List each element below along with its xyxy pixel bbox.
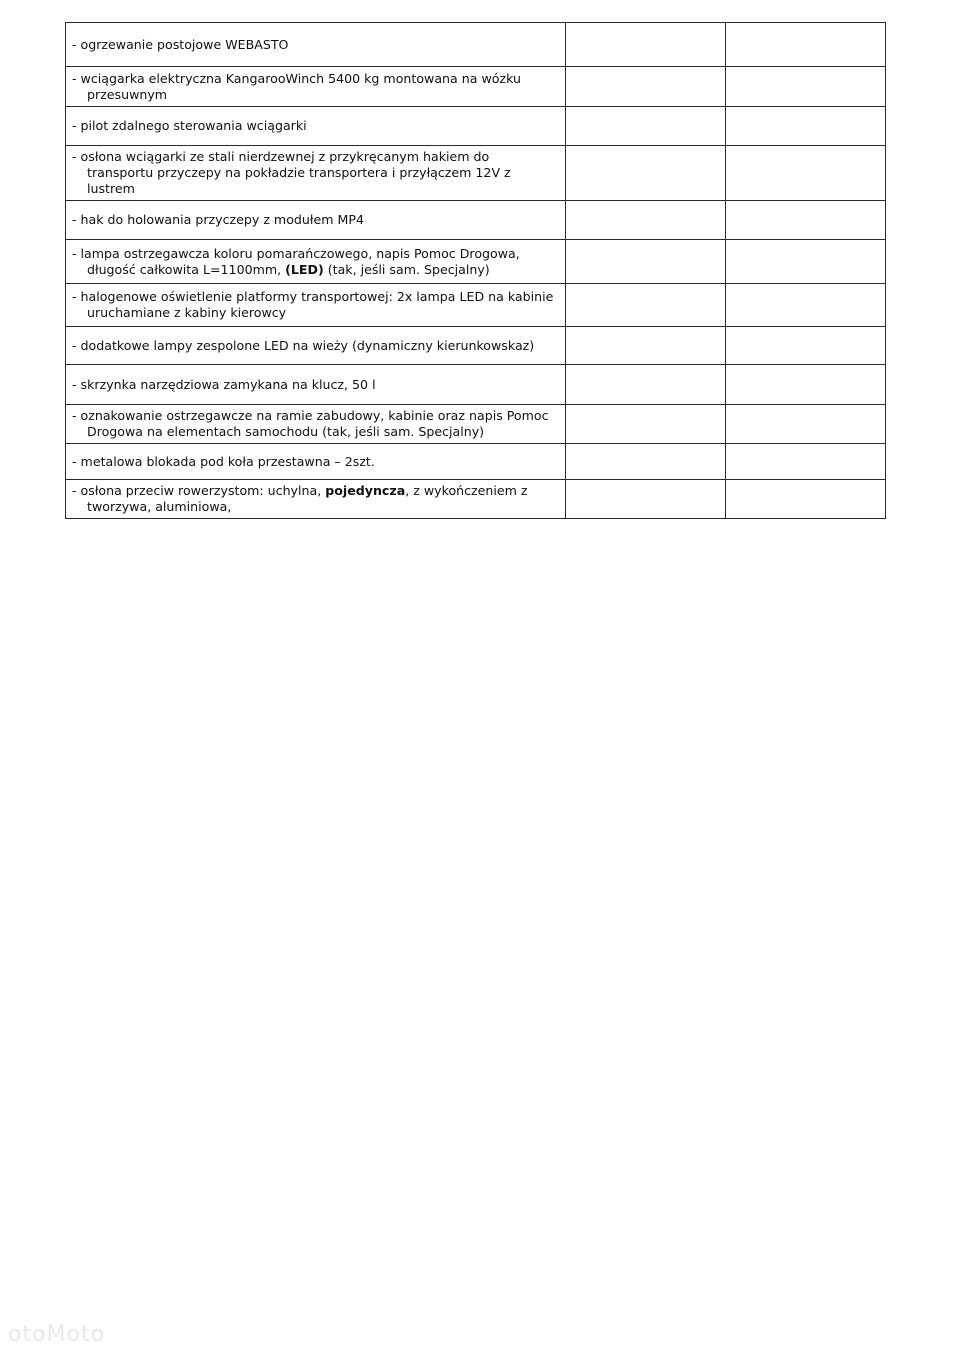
item-description-cell (66, 444, 566, 480)
item-text: - oznakowanie ostrzegawcze na ramie zabudowy, kabinie oraz napis Pomoc Drogowa na elementach samochodu (tak, jeśli sam. Specjalny) (72, 408, 549, 439)
item-text: - dodatkowe lampy zespolone LED na wieży (dynamiczny kierunkowskaz) (72, 337, 535, 353)
item-description (72, 118, 557, 134)
item-description (72, 454, 557, 470)
item-description-cell (66, 201, 566, 240)
empty-cell-b (726, 327, 886, 365)
item-description-cell (66, 67, 566, 107)
item-description (72, 377, 557, 393)
item-description (72, 289, 557, 321)
empty-cell-a (566, 107, 726, 146)
empty-cell-b (726, 444, 886, 480)
item-text: , z wykończeniem z tworzywa, aluminiowa, (87, 483, 528, 514)
empty-cell-a (566, 444, 726, 480)
item-description-cell (66, 480, 566, 519)
empty-cell-b (726, 201, 886, 240)
item-description-cell (66, 23, 566, 67)
empty-cell-b (726, 365, 886, 405)
item-description (72, 408, 557, 440)
item-description (72, 338, 557, 354)
item-text: - hak do holowania przyczepy z modułem MP4 (72, 212, 364, 227)
table-row (66, 365, 886, 405)
item-text: (tak, jeśli sam. Specjalny) (323, 261, 490, 277)
empty-cell-a (566, 365, 726, 405)
item-description (72, 212, 557, 228)
item-text: - lampa ostrzegawcza koloru pomarańczowego, napis Pomoc Drogowa, długość całkowita L=1100mm, (72, 245, 520, 277)
watermark-logo: otoMoto (8, 1322, 106, 1347)
item-text: - wciągarka elektryczna KangarooWinch 5400 kg montowana na wózku przesuwnym (72, 70, 521, 102)
empty-cell-a (566, 284, 726, 327)
table-row (66, 240, 886, 284)
empty-cell-a (566, 240, 726, 284)
item-description-cell (66, 146, 566, 201)
item-description (72, 483, 557, 515)
item-text: - skrzynka narzędziowa zamykana na klucz, 50 l (72, 376, 376, 392)
item-description-cell (66, 284, 566, 327)
empty-cell-b (726, 146, 886, 201)
item-text: - halogenowe oświetlenie platformy transportowej: 2x lampa LED na kabinie uruchamiane z kabiny kierowcy (72, 289, 554, 320)
item-text: - osłona przeciw rowerzystom: uchylna, (72, 483, 326, 498)
item-description-cell (66, 365, 566, 405)
empty-cell-a (566, 146, 726, 201)
table-row (66, 23, 886, 67)
table-row (66, 327, 886, 365)
item-description (72, 149, 557, 197)
empty-cell-b (726, 107, 886, 146)
empty-cell-a (566, 201, 726, 240)
item-description-cell (66, 405, 566, 444)
empty-cell-b (726, 67, 886, 107)
equipment-table (65, 22, 886, 519)
empty-cell-b (726, 405, 886, 444)
empty-cell-a (566, 67, 726, 107)
item-text: - pilot zdalnego sterowania wciągarki (72, 118, 307, 133)
empty-cell-b (726, 23, 886, 67)
table-row (66, 405, 886, 444)
item-text: - osłona wciągarki ze stali nierdzewnej z przykręcanym hakiem do transportu przyczepy na pokładzie transportera i przyłączem 12V z lustrem (72, 149, 511, 196)
item-text: - ogrzewanie postojowe WEBASTO (72, 36, 289, 52)
item-description-cell (66, 327, 566, 365)
empty-cell-b (726, 240, 886, 284)
table-row (66, 284, 886, 327)
empty-cell-a (566, 480, 726, 519)
empty-cell-a (566, 23, 726, 67)
item-text: - metalowa blokada pod koła przestawna – 2szt. (72, 453, 375, 469)
empty-cell-a (566, 405, 726, 444)
spec-sheet (65, 22, 885, 519)
table-row (66, 201, 886, 240)
item-description (72, 246, 557, 278)
table-row (66, 444, 886, 480)
table-row (66, 107, 886, 146)
empty-cell-b (726, 284, 886, 327)
item-text-bold: (LED) (285, 261, 324, 277)
empty-cell-a (566, 327, 726, 365)
table-row (66, 480, 886, 519)
empty-cell-b (726, 480, 886, 519)
item-description-cell (66, 107, 566, 146)
item-description (72, 37, 557, 53)
table-row (66, 146, 886, 201)
item-text-bold: pojedyncza (325, 483, 406, 498)
table-row (66, 67, 886, 107)
equipment-rows (66, 23, 886, 519)
item-description-cell (66, 240, 566, 284)
item-description (72, 71, 557, 103)
